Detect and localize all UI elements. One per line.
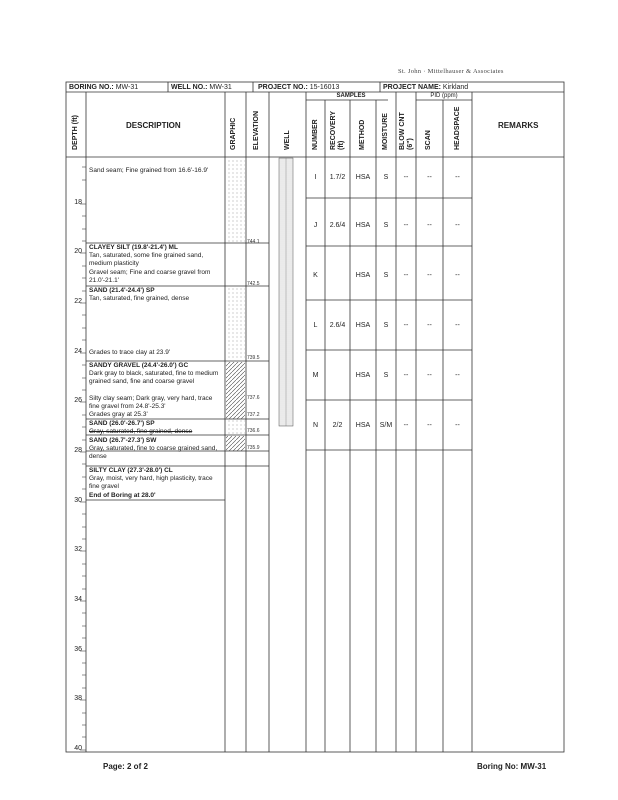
scan-column-header: SCAN — [425, 130, 432, 150]
description-heading: SAND (26.7'-27.3') SW — [89, 437, 157, 444]
project-number-field — [258, 84, 339, 91]
sample-blow-count: -- — [403, 372, 409, 379]
description-text: Gravel seam; Fine and coarse gravel from 21.0'-21.1' — [89, 269, 211, 284]
description-entry — [89, 269, 224, 285]
boring-number-field — [69, 84, 138, 91]
depth-label: 28 — [74, 447, 82, 454]
description-entry — [89, 411, 224, 419]
description-text: Tan, saturated, fine grained, dense — [89, 295, 190, 302]
sample-scan: -- — [427, 222, 432, 229]
elevation-value: 737.6 — [247, 395, 260, 401]
sample-number: N — [312, 422, 319, 429]
sample-scan: -- — [427, 322, 432, 329]
sample-recovery: 1.7/2 — [329, 174, 346, 181]
sample-number: L — [313, 322, 318, 329]
sample-moisture: S — [383, 322, 389, 329]
sample-method: HSA — [355, 174, 371, 181]
depth-label: 20 — [74, 248, 82, 255]
well-number-value: MW-31 — [209, 84, 232, 91]
description-entry — [89, 244, 224, 268]
sample-moisture: S — [383, 372, 389, 379]
description-entry — [89, 395, 224, 411]
description-entry — [89, 287, 224, 303]
sample-blow-count: -- — [403, 322, 409, 329]
sample-blow-count: -- — [403, 272, 409, 279]
headspace-column-header: HEADSPACE — [454, 106, 461, 150]
well-number-field — [171, 84, 232, 91]
company-name: St. John · Mittelhauser & Associates — [398, 68, 504, 75]
well-column-header: WELL — [284, 130, 291, 150]
description-text: Gray, saturated, fine grained, dense — [89, 428, 193, 435]
description-entry — [89, 167, 224, 175]
elevation-value: 744.1 — [247, 239, 260, 245]
sample-blow-count: -- — [403, 174, 409, 181]
sample-moisture: S/M — [379, 422, 393, 429]
description-heading: End of Boring at 28.0' — [89, 492, 156, 499]
pid-group-label: PID (ppm) — [430, 93, 458, 99]
remarks-column-header: REMARKS — [498, 121, 539, 130]
depth-label: 38 — [74, 695, 82, 702]
depth-label: 32 — [74, 546, 82, 553]
elevation-value: 742.5 — [247, 281, 260, 287]
footer-boring-number: Boring No: MW-31 — [477, 762, 547, 771]
depth-label: 26 — [74, 397, 82, 404]
samples-group-label: SAMPLES — [336, 93, 366, 99]
sample-number: J — [313, 222, 318, 229]
description-heading: SILTY CLAY (27.3'-28.0') CL — [89, 467, 173, 474]
method-column-header: METHOD — [359, 119, 366, 150]
project-number-label: PROJECT NO.: — [258, 84, 308, 91]
page-number: Page: 2 of 2 — [103, 762, 148, 771]
sample-number: K — [313, 272, 318, 279]
sample-scan: -- — [427, 174, 432, 181]
description-text: Sand seam; Fine grained from 16.6'-16.9' — [89, 167, 209, 174]
description-text: Gray, saturated, fine to coarse grained sand, dense — [89, 445, 218, 460]
elevation-value: 737.2 — [247, 412, 260, 418]
sample-headspace: -- — [455, 372, 460, 379]
sample-headspace: -- — [455, 422, 460, 429]
description-entry — [89, 420, 224, 436]
sample-scan: -- — [427, 272, 432, 279]
description-entry — [89, 437, 224, 461]
project-number-value: 15-16013 — [309, 84, 340, 91]
sample-scan: -- — [427, 422, 432, 429]
sample-headspace: -- — [455, 272, 460, 279]
blow-count-column-header: BLOW CNT (6") — [399, 112, 414, 150]
description-heading: SAND (26.0'-26.7') SP — [89, 420, 155, 427]
description-text: Dark gray to black, saturated, fine to medium grained sand, fine and coarse gravel — [89, 370, 219, 385]
depth-label: 36 — [74, 646, 82, 653]
description-text: Grades to trace clay at 23.9' — [89, 349, 171, 356]
sample-scan: -- — [427, 372, 432, 379]
description-heading: CLAYEY SILT (19.8'-21.4') ML — [89, 244, 178, 251]
depth-label: 40 — [74, 745, 82, 752]
sample-moisture: S — [383, 222, 389, 229]
graphic-column-header: GRAPHIC — [230, 117, 237, 150]
number-column-header: NUMBER — [312, 119, 319, 150]
depth-label: 24 — [74, 348, 82, 355]
sample-method: HSA — [355, 322, 371, 329]
sample-blow-count: -- — [403, 422, 409, 429]
recovery-column-header: RECOVERY (ft) — [330, 111, 345, 150]
sample-headspace: -- — [455, 174, 460, 181]
description-entry — [89, 467, 224, 491]
sample-number: M — [312, 372, 319, 379]
elevation-column-header: ELEVATION — [253, 110, 260, 150]
depth-label: 34 — [74, 596, 82, 603]
sample-method: HSA — [355, 222, 371, 229]
description-entry — [89, 349, 224, 357]
elevation-value: 739.5 — [247, 355, 260, 361]
elevation-value: 735.9 — [247, 445, 260, 451]
sample-method: HSA — [355, 272, 371, 279]
project-name-value: Kirkland — [442, 84, 469, 91]
well-number-label: WELL NO.: — [171, 84, 208, 91]
description-text: Gray, moist, very hard, high plasticity, trace fine gravel — [89, 475, 213, 490]
description-column-header: DESCRIPTION — [126, 121, 181, 130]
sample-moisture: S — [383, 174, 389, 181]
sample-number: I — [314, 174, 317, 181]
depth-label: 22 — [74, 298, 82, 305]
sample-method: HSA — [355, 372, 371, 379]
description-text: Tan, saturated, some fine grained sand, medium plasticity — [89, 252, 204, 267]
depth-column-header: DEPTH (ft) — [72, 115, 79, 150]
boring-number-label: BORING NO.: — [69, 84, 114, 91]
description-text: Grades gray at 25.3' — [89, 411, 148, 418]
description-text: Silty clay seam; Dark gray, very hard, trace fine gravel from 24.8'-25.3' — [89, 395, 213, 410]
sample-blow-count: -- — [403, 222, 409, 229]
sample-method: HSA — [355, 422, 371, 429]
depth-label: 30 — [74, 497, 82, 504]
moisture-column-header: MOISTURE — [382, 113, 389, 150]
description-heading: SAND (21.4'-24.4') SP — [89, 287, 155, 294]
description-heading: SANDY GRAVEL (24.4'-26.0') GC — [89, 362, 189, 369]
sample-recovery: 2.6/4 — [329, 222, 346, 229]
description-entry — [89, 362, 224, 386]
description-entry — [89, 492, 224, 500]
sample-recovery: 2/2 — [332, 422, 343, 429]
elevation-value: 736.6 — [247, 428, 260, 434]
project-name-label: PROJECT NAME: — [383, 84, 441, 91]
sample-headspace: -- — [455, 222, 460, 229]
depth-label: 18 — [74, 199, 82, 206]
project-name-field — [383, 84, 468, 91]
boring-number-value: MW-31 — [115, 84, 139, 91]
sample-recovery: 2.6/4 — [329, 322, 346, 329]
sample-moisture: S — [383, 272, 389, 279]
sample-headspace: -- — [455, 322, 460, 329]
